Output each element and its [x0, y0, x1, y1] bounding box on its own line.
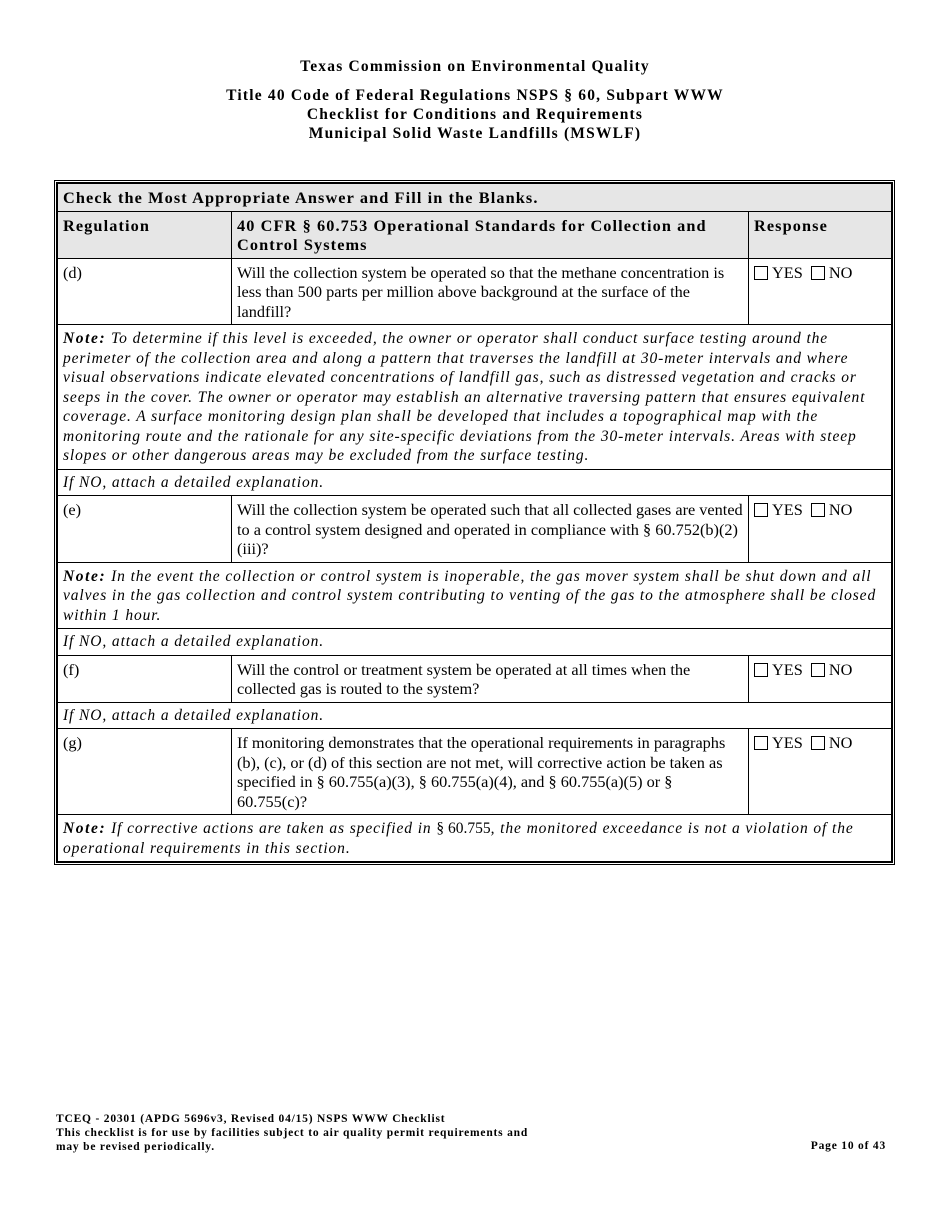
question-cell: If monitoring demonstrates that the operational requirements in paragraphs (b), (c), or (d) of this section are not met, will corrective action be taken as specified in § 60.755(a)(3), § 60.755(a)(4), and § 60.755(a)(5) or § 60.755(c)?: [232, 729, 749, 815]
note-text-end: , the monitored exceedance is not a violation of the operational requirements in this section.: [63, 820, 854, 857]
checklist-table: [57, 183, 892, 862]
no-label: NO: [828, 659, 853, 679]
form-footer: [56, 1112, 528, 1154]
response-cell: [749, 258, 892, 325]
note-cell: [58, 815, 892, 862]
no-label: NO: [828, 733, 853, 752]
footer-disclaimer-2: may be revised periodically.: [56, 1141, 215, 1153]
question-cell: Will the collection system be operated such that all collected gases are vented to a control system designed and operated in compliance with § 60.752(b)(2)(iii)?: [232, 496, 749, 563]
note-row: [58, 815, 892, 862]
if-no-row: [58, 469, 892, 496]
note-label: Note:: [63, 330, 107, 347]
table-row: [58, 496, 892, 563]
agency-name: Texas Commission on Environmental Quality: [300, 58, 650, 75]
yes-checkbox[interactable]: [754, 663, 768, 677]
table-row: [58, 258, 892, 325]
yes-checkbox[interactable]: [754, 736, 768, 750]
regulation-cell: (g): [58, 729, 232, 815]
title-line-1: Title 40 Code of Federal Regulations NSPS § 60, Subpart WWW: [226, 87, 724, 104]
no-checkbox[interactable]: [811, 266, 825, 280]
yes-label: YES: [772, 262, 803, 282]
regulation-cell: (f): [58, 655, 232, 702]
yes-label: YES: [772, 500, 803, 519]
if-no-text: If NO, attach a detailed explanation.: [58, 469, 892, 496]
table-row: [58, 729, 892, 815]
regulation-cell: (e): [58, 496, 232, 563]
column-header-standard: 40 CFR § 60.753 Operational Standards for Collection and Control Systems: [232, 211, 749, 258]
document-title: [0, 86, 950, 143]
table-row: [58, 655, 892, 702]
if-no-row: [58, 629, 892, 656]
no-checkbox[interactable]: [811, 503, 825, 517]
note-text: To determine if this level is exceeded, the owner or operator shall conduct surface testing around the perimeter of the collection area and along a pattern that traverses the landfill at 30-meter intervals and where visual observations indicate elevated concentrations of landfill gas, such as distressed vegetation and cracks or seeps in the cover. The owner or operator may establish an alternative traversing pattern that ensures equivalent coverage. A surface monitoring design plan shall be developed that includes a topographical map with the monitoring route and the rationale for any site-specific deviations from the 30-meter intervals. Areas with steep slopes or other dangerous areas may be excluded from the surface testing.: [63, 330, 866, 464]
yes-checkbox[interactable]: [754, 266, 768, 280]
note-text-start: If corrective actions are taken as specified in: [111, 820, 437, 837]
no-checkbox[interactable]: [811, 663, 825, 677]
note-row: [58, 325, 892, 470]
note-label: Note:: [63, 567, 107, 585]
no-checkbox[interactable]: [811, 736, 825, 750]
no-label: NO: [828, 262, 853, 282]
note-text: In the event the collection or control system is inoperable, the gas mover system shall be shut down and all valves in the gas collection and control system contributing to venting of the gas to the atmosphere shall be closed within 1 hour.: [63, 567, 877, 624]
note-section-reference: § 60.755: [436, 820, 491, 837]
footer-disclaimer-1: This checklist is for use by facilities subject to air quality permit requirements and: [56, 1127, 529, 1139]
note-cell: [58, 562, 892, 629]
response-cell: [749, 496, 892, 563]
yes-label: YES: [772, 733, 803, 752]
footer-form-id: TCEQ - 20301 (APDG 5696v3, Revised 04/15) NSPS WWW Checklist: [56, 1113, 446, 1125]
question-cell: Will the control or treatment system be operated at all times when the collected gas is routed to the system?: [232, 655, 749, 702]
note-row: [58, 562, 892, 629]
column-header-response: Response: [749, 211, 892, 258]
title-line-3: Municipal Solid Waste Landfills (MSWLF): [308, 125, 642, 142]
column-header-regulation: Regulation: [58, 211, 232, 258]
if-no-text: If NO, attach a detailed explanation.: [58, 629, 892, 656]
regulation-cell: (d): [58, 258, 232, 325]
page-number: Page 10 of 43: [810, 1140, 886, 1152]
note-label: Note:: [63, 820, 107, 837]
response-cell: [749, 655, 892, 702]
if-no-row: [58, 702, 892, 729]
note-cell: [58, 325, 892, 470]
no-label: NO: [828, 500, 853, 519]
checklist-table-frame: [54, 180, 895, 865]
yes-label: YES: [772, 659, 803, 679]
instruction-header: Check the Most Appropriate Answer and Fill in the Blanks.: [58, 184, 892, 212]
title-line-2: Checklist for Conditions and Requirements: [306, 106, 644, 123]
question-cell: Will the collection system be operated so that the methane concentration is less than 500 parts per million above background at the surface of the landfill?: [232, 258, 749, 325]
yes-checkbox[interactable]: [754, 503, 768, 517]
if-no-text: If NO, attach a detailed explanation.: [58, 702, 892, 729]
response-cell: [749, 729, 892, 815]
